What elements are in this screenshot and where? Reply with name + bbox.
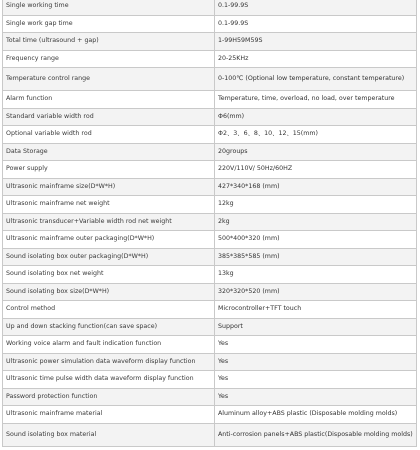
table-row: [3, 266, 417, 284]
spec-value: Microcontroller+TFT touch: [215, 301, 417, 319]
spec-value: 385*385*585 (mm): [215, 248, 417, 266]
spec-label: Ultrasonic time pulse width data waveform display function: [3, 371, 215, 389]
table-row: [3, 318, 417, 336]
table-row: [3, 353, 417, 371]
table-row: [3, 161, 417, 179]
spec-label: Data Storage: [3, 143, 215, 161]
spec-value: 0-100℃ (Optional low temperature, constant temperature): [215, 68, 417, 91]
table-row: [3, 178, 417, 196]
table-row: [3, 301, 417, 319]
spec-label: Ultrasonic mainframe outer packaging(D*W*H): [3, 231, 215, 249]
spec-value: Temperature, time, overload, no load, over temperature: [215, 91, 417, 109]
table-row: [3, 126, 417, 144]
spec-label: Optional variable width rod: [3, 126, 215, 144]
spec-value: Support: [215, 318, 417, 336]
spec-value: 13kg: [215, 266, 417, 284]
spec-value: 220V/110V/ 50Hz/60HZ: [215, 161, 417, 179]
spec-value: 0.1-99.9S: [215, 0, 417, 15]
table-row: [3, 68, 417, 91]
table-row: [3, 91, 417, 109]
table-row: [3, 336, 417, 354]
table-row: [3, 50, 417, 68]
spec-label: Sound isolating box material: [3, 423, 215, 446]
spec-value: 1-99H59M59S: [215, 33, 417, 51]
spec-value: Aluminum alloy+ABS plastic (Disposable molding molds): [215, 406, 417, 424]
spec-label: Ultrasonic power simulation data waveform display function: [3, 353, 215, 371]
spec-value: 20-25KHz: [215, 50, 417, 68]
spec-label: Power supply: [3, 161, 215, 179]
spec-value: Φ2、3、6、8、10、12、15(mm): [215, 126, 417, 144]
spec-label: Ultrasonic mainframe net weight: [3, 196, 215, 214]
spec-label: Sound isolating box outer packaging(D*W*H): [3, 248, 215, 266]
specification-table: [2, 0, 417, 447]
table-row: [3, 371, 417, 389]
spec-label: Alarm function: [3, 91, 215, 109]
spec-label: Frequency range: [3, 50, 215, 68]
spec-label: Temperature control range: [3, 68, 215, 91]
spec-label: Ultrasonic mainframe size(D*W*H): [3, 178, 215, 196]
table-row: [3, 213, 417, 231]
table-row: [3, 15, 417, 33]
spec-value: 2kg: [215, 213, 417, 231]
table-row: [3, 33, 417, 51]
spec-value: 500*400*320 (mm): [215, 231, 417, 249]
table-row: [3, 283, 417, 301]
spec-value: Anti-corrosion panels+ABS plastic(Disposable molding molds): [215, 423, 417, 446]
spec-label: Ultrasonic transducer+Variable width rod net weight: [3, 213, 215, 231]
spec-label: Standard variable width rod: [3, 108, 215, 126]
spec-value: 0.1-99.9S: [215, 15, 417, 33]
spec-label: Single working time: [3, 0, 215, 15]
spec-value: 20groups: [215, 143, 417, 161]
table-row: [3, 108, 417, 126]
spec-value: Yes: [215, 371, 417, 389]
spec-value: 320*320*520 (mm): [215, 283, 417, 301]
spec-value: 12kg: [215, 196, 417, 214]
spec-label: Control method: [3, 301, 215, 319]
spec-label: Single work gap time: [3, 15, 215, 33]
table-row: [3, 406, 417, 424]
spec-value: Yes: [215, 388, 417, 406]
table-row: [3, 388, 417, 406]
spec-value: Φ6(mm): [215, 108, 417, 126]
table-row: [3, 231, 417, 249]
spec-label: Up and down stacking function(can save space): [3, 318, 215, 336]
spec-label: Password protection function: [3, 388, 215, 406]
spec-label: Sound isolating box net weight: [3, 266, 215, 284]
spec-label: Working voice alarm and fault indication function: [3, 336, 215, 354]
spec-label: Total time (ultrasound + gap): [3, 33, 215, 51]
spec-value: Yes: [215, 353, 417, 371]
spec-label: Ultrasonic mainframe material: [3, 406, 215, 424]
table-row: [3, 143, 417, 161]
table-row: [3, 0, 417, 15]
spec-value: Yes: [215, 336, 417, 354]
table-row: [3, 196, 417, 214]
spec-value: 427*340*168 (mm): [215, 178, 417, 196]
spec-label: Sound isolating box size(D*W*H): [3, 283, 215, 301]
table-row: [3, 248, 417, 266]
table-row: [3, 423, 417, 446]
